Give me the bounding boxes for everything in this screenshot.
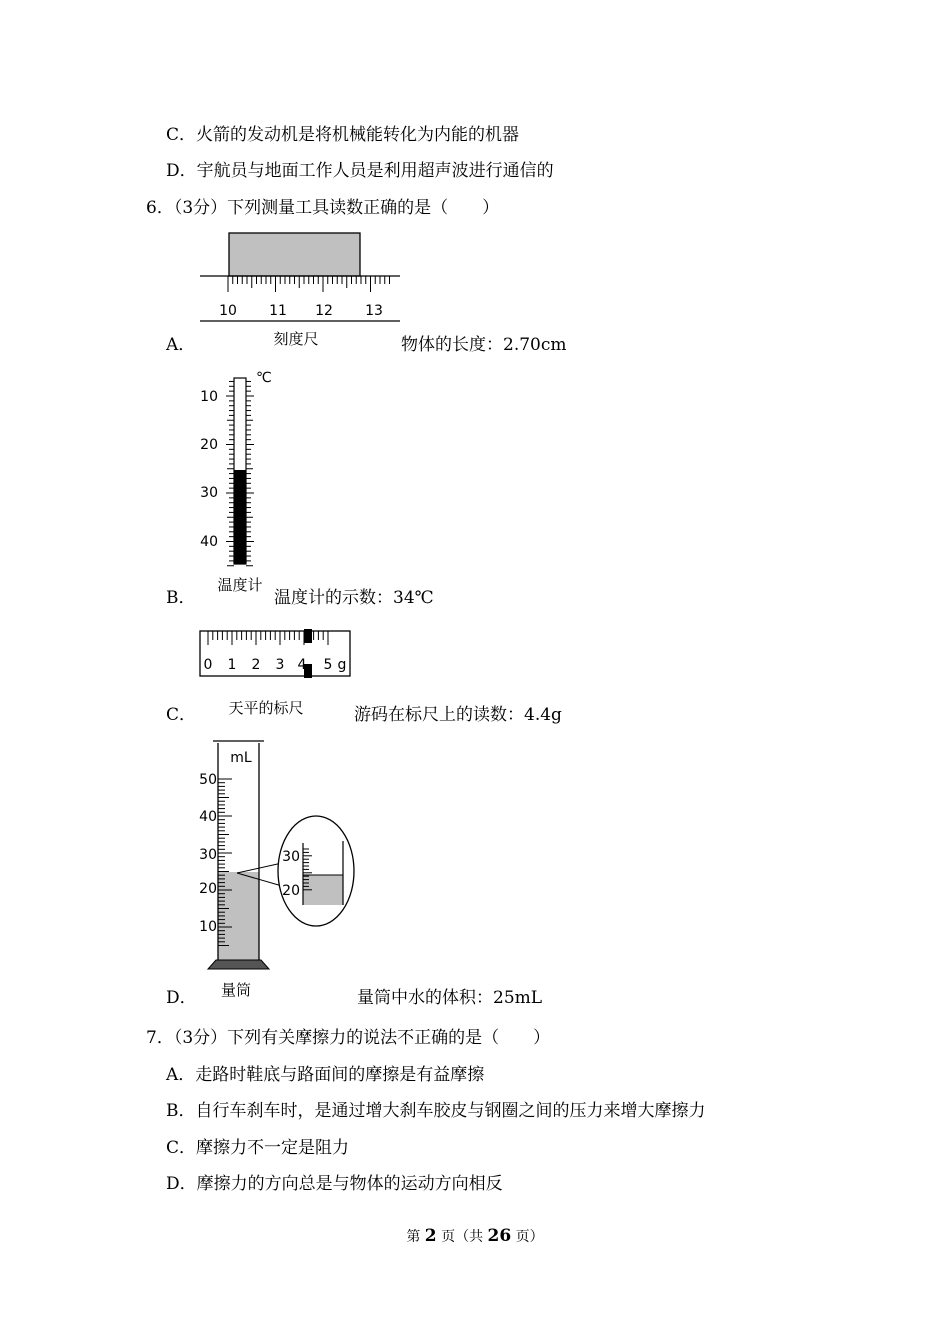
page-footer xyxy=(0,1226,950,1246)
ruler-tick-label: 11 xyxy=(269,303,287,319)
q6-option-a-letter: A． xyxy=(166,335,196,355)
thermometer-tick-label: 40 xyxy=(200,534,218,550)
balance-tick-label: 3 xyxy=(275,657,285,673)
cylinder-tick-label: 40 xyxy=(199,809,217,825)
footer-prefix: 第 xyxy=(406,1229,421,1245)
q7-option-d: D．摩擦力的方向总是与物体的运动方向相反 xyxy=(166,1174,503,1194)
cylinder-tick-label: 50 xyxy=(199,772,217,788)
cylinder-tick-label: 20 xyxy=(199,881,217,897)
balance-ruler-figure xyxy=(198,628,358,723)
q6-stem: 6．（3分）下列测量工具读数正确的是（ ） xyxy=(146,198,500,218)
thermometer-figure xyxy=(196,366,296,596)
balance-unit: g xyxy=(337,657,347,673)
q6-option-c-letter: C． xyxy=(166,705,197,725)
q6-option-d-letter: D． xyxy=(166,988,197,1008)
q6-option-a-text: 物体的长度：2.70cm xyxy=(401,335,567,355)
footer-middle: 页（共 xyxy=(441,1229,484,1245)
cylinder-caption: 量筒 xyxy=(220,981,252,999)
thermometer-tick-label: 10 xyxy=(200,389,218,405)
ruler-tick-label: 13 xyxy=(365,303,383,319)
ruler-tick-label: 10 xyxy=(219,303,237,319)
footer-suffix: 页） xyxy=(515,1229,544,1245)
q6-option-c-text: 游码在标尺上的读数：4.4g xyxy=(354,705,562,725)
q6-option-b-text: 温度计的示数：34℃ xyxy=(274,588,434,608)
balance-tick-label: 1 xyxy=(227,657,237,673)
cylinder-tick-label: 10 xyxy=(199,919,217,935)
q7-option-b: B．自行车刹车时，是通过增大刹车胶皮与钢圈之间的压力来增大摩擦力 xyxy=(166,1101,706,1121)
q5-option-c: C．火箭的发动机是将机械能转化为内能的机器 xyxy=(166,125,520,145)
ruler-caption: 刻度尺 xyxy=(273,330,319,348)
q7-stem: 7．（3分）下列有关摩擦力的说法不正确的是（ ） xyxy=(146,1028,551,1048)
q5-option-d: D．宇航员与地面工作人员是利用超声波进行通信的 xyxy=(166,161,554,181)
q7-option-c: C．摩擦力不一定是阻力 xyxy=(166,1138,350,1158)
ruler-tick-label: 12 xyxy=(315,303,333,319)
thermometer-tick-label: 20 xyxy=(200,437,218,453)
footer-page-number: 2 xyxy=(424,1226,437,1246)
footer-total-pages: 26 xyxy=(487,1226,512,1246)
balance-tick-label: 0 xyxy=(203,657,213,673)
cylinder-tick-label: 30 xyxy=(199,847,217,863)
cylinder-figure xyxy=(196,738,366,1003)
q7-option-a: A．走路时鞋底与路面间的摩擦是有益摩擦 xyxy=(166,1065,485,1085)
q6-option-b-letter: B． xyxy=(166,588,196,608)
thermometer-unit: ℃ xyxy=(256,370,272,386)
ruler-figure xyxy=(198,230,403,355)
thermometer-tick-label: 30 xyxy=(200,485,218,501)
balance-tick-label: 5 xyxy=(323,657,333,673)
zoom-tick-label: 20 xyxy=(282,883,300,899)
balance-tick-label: 2 xyxy=(251,657,261,673)
cylinder-unit: mL xyxy=(230,750,252,766)
balance-tick-label: 4 xyxy=(297,657,307,673)
balance-caption: 天平的标尺 xyxy=(228,699,304,717)
thermometer-caption: 温度计 xyxy=(217,576,263,594)
zoom-tick-label: 30 xyxy=(282,849,300,865)
q6-option-d-text: 量筒中水的体积：25mL xyxy=(357,988,543,1008)
